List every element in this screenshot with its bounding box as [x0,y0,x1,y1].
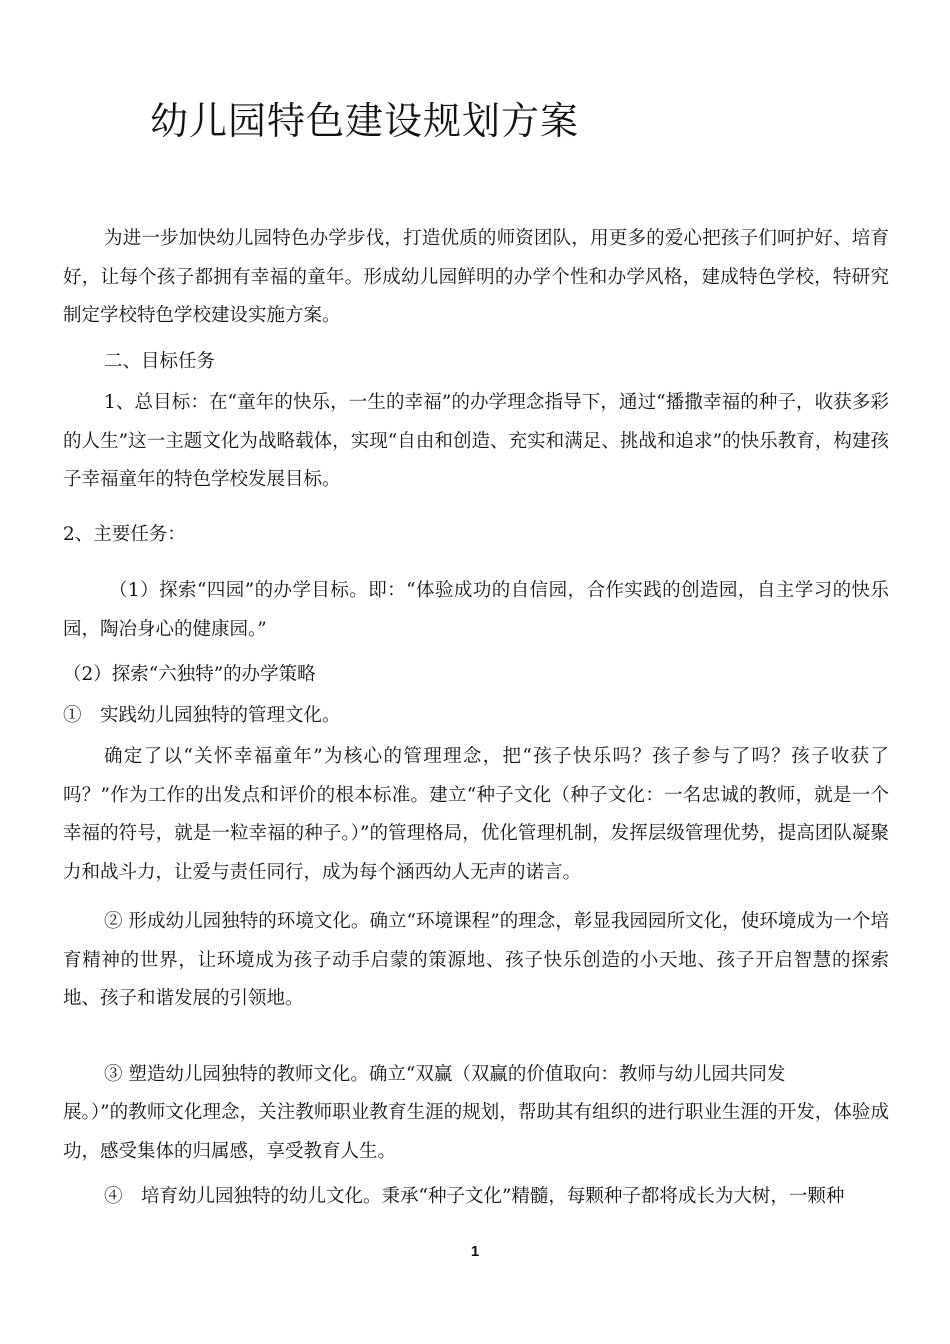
main-tasks-heading: 2、主要任务： [63,524,186,545]
section-heading-goals: 二、目标任务 [104,351,216,372]
intro-paragraph: 为进一步加快幼儿园特色办学步伐，打造优质的师资团队，用更多的爱心把孩子们呵护好、培育好，让每个孩子都拥有幸福的童年。形成幼儿园鲜明的办学个性和办学风格，建成特色学校，特研究制定学校特色学校建设实施方案。 [63,228,889,326]
overall-goal-paragraph: 1、总目标：在“童年的快乐，一生的幸福”的办学理念指导下，通过“播撒幸福的种子，收获多彩的人生”这一主题文化为战略载体，实现“自由和创造、充实和满足、挑战和追求”的快乐教育，构建孩子幸福童年的特色学校发展目标。 [63,392,889,490]
task-1-paragraph: （1）探索“四园”的办学目标。即：“体验成功的自信园，合作实践的创造园，自主学习的快乐园，陶冶身心的健康园。” [63,580,889,640]
environment-culture-paragraph: ② 形成幼儿园独特的环境文化。确立“环境课程”的理念，彰显我园园所文化，使环境成为一个培育精神的世界，让环境成为孩子动手启蒙的策源地、孩子快乐创造的小天地、孩子开启智慧的探索地、孩子和谐发展的引领地。 [63,911,889,1009]
strategy-1-heading: ① 实践幼儿园独特的管理文化。 [63,705,341,726]
child-culture-paragraph: ④ 培育幼儿园独特的幼儿文化。秉承“种子文化”精髓，每颗种子都将成长为大树，一颗种 [104,1186,845,1207]
teacher-culture-paragraph: 展。）”的教师文化理念，关注教师职业教育生涯的规划，帮助其有组织的进行职业生涯的开发，体验成功，感受集体的归属感，享受教育人生。 [63,1102,889,1162]
management-culture-paragraph: 确定了以“关怀幸福童年”为核心的管理理念，把“孩子快乐吗？孩子参与了吗？孩子收获了吗？”作为工作的出发点和评价的根本标准。建立“种子文化（种子文化：一名忠诚的教师，就是一个幸福的符号，就是一粒幸福的种子。）”的管理格局，优化管理机制，发挥层级管理优势，提高团队凝聚力和战斗力，让爱与责任同行，成为每个涵西幼人无声的诺言。 [63,746,889,883]
task-2-heading: （2）探索“六独特”的办学策略 [63,664,316,685]
document-title: 幼儿园特色建设规划方案 [150,99,580,143]
teacher-culture-line-1: ③ 塑造幼儿园独特的教师文化。确立“双赢（双赢的价值取向：教师与幼儿园共同发 [104,1064,786,1085]
page-number: 1 [470,1243,480,1260]
